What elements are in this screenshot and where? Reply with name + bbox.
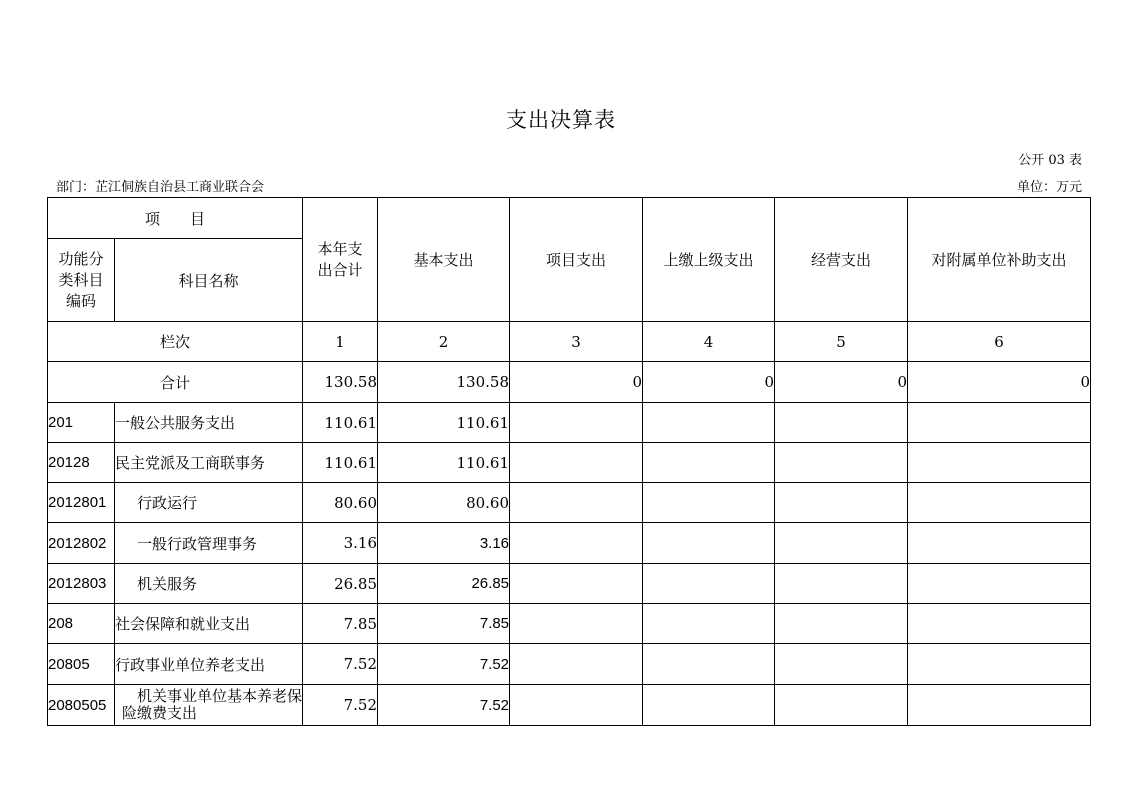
func-code-header (48, 239, 115, 322)
row-basic: 3.16 (378, 523, 510, 564)
col-index-3: 3 (510, 322, 643, 362)
row-name-text: 机关事业单位基本养老保险缴费支出 (122, 687, 303, 722)
row-total: 3.16 (303, 523, 378, 564)
row-business (775, 443, 908, 483)
row-project (510, 523, 643, 564)
row-code: 20805 (48, 644, 115, 685)
row-basic: 7.52 (378, 685, 510, 726)
basic-header: 基本支出 (378, 198, 510, 322)
total-header-text: 本年支出合计 (317, 239, 363, 279)
row-subsidy (908, 685, 1091, 726)
row-code: 2012801 (48, 483, 115, 523)
col-index-2: 2 (378, 322, 510, 362)
col-index-4: 4 (643, 322, 775, 362)
total-row-total: 130.58 (303, 362, 378, 403)
row-name: 行政运行 (115, 483, 303, 523)
row-project (510, 443, 643, 483)
col-index-label: 栏次 (48, 322, 303, 362)
row-total: 7.52 (303, 685, 378, 726)
row-business (775, 685, 908, 726)
total-row-project: 0 (510, 362, 643, 403)
row-basic: 26.85 (378, 564, 510, 604)
expenditure-table (47, 197, 1091, 726)
row-subsidy (908, 443, 1091, 483)
func-code-header-text: 功能分类科目编码 (58, 249, 104, 310)
row-total: 110.61 (303, 403, 378, 443)
row-basic: 7.85 (378, 604, 510, 644)
row-subsidy (908, 523, 1091, 564)
table-row (48, 685, 1091, 726)
row-basic: 7.52 (378, 644, 510, 685)
upper-header: 上缴上级支出 (643, 198, 775, 322)
row-total: 7.52 (303, 644, 378, 685)
row-total: 80.60 (303, 483, 378, 523)
row-upper (643, 403, 775, 443)
row-project (510, 644, 643, 685)
row-name: 一般公共服务支出 (115, 403, 303, 443)
row-subsidy (908, 604, 1091, 644)
row-upper (643, 483, 775, 523)
subsidy-header: 对附属单位补助支出 (908, 198, 1091, 322)
row-total: 26.85 (303, 564, 378, 604)
row-subsidy (908, 644, 1091, 685)
row-code: 20128 (48, 443, 115, 483)
row-business (775, 564, 908, 604)
row-code: 2080505 (48, 685, 115, 726)
item-header: 项 目 (48, 198, 303, 239)
row-name: 行政事业单位养老支出 (115, 644, 303, 685)
row-business (775, 403, 908, 443)
col-index-1: 1 (303, 322, 378, 362)
report-title: 支出决算表 (506, 108, 616, 132)
table-row (48, 644, 1091, 685)
row-name: 民主党派及工商联事务 (115, 443, 303, 483)
row-upper (643, 685, 775, 726)
row-upper (643, 644, 775, 685)
row-project (510, 604, 643, 644)
row-business (775, 523, 908, 564)
table-row (48, 483, 1091, 523)
row-code: 208 (48, 604, 115, 644)
row-business (775, 644, 908, 685)
row-code: 2012802 (48, 523, 115, 564)
row-project (510, 403, 643, 443)
row-upper (643, 564, 775, 604)
row-name: 机关服务 (115, 564, 303, 604)
row-basic: 110.61 (378, 403, 510, 443)
row-name: 一般行政管理事务 (115, 523, 303, 564)
total-row-subsidy: 0 (908, 362, 1091, 403)
row-business (775, 604, 908, 644)
total-header (303, 198, 378, 322)
table-row (48, 443, 1091, 483)
row-upper (643, 523, 775, 564)
row-name: 社会保障和就业支出 (115, 604, 303, 644)
row-subsidy (908, 483, 1091, 523)
row-total: 110.61 (303, 443, 378, 483)
total-row-upper: 0 (643, 362, 775, 403)
row-project (510, 685, 643, 726)
row-basic: 110.61 (378, 443, 510, 483)
row-upper (643, 443, 775, 483)
form-number: 公开 03 表 (1018, 153, 1082, 168)
total-row-business: 0 (775, 362, 908, 403)
row-basic: 80.60 (378, 483, 510, 523)
business-header: 经营支出 (775, 198, 908, 322)
row-subsidy (908, 403, 1091, 443)
row-code: 2012803 (48, 564, 115, 604)
row-name (115, 685, 303, 726)
col-index-5: 5 (775, 322, 908, 362)
table-row (48, 403, 1091, 443)
unit-label: 单位：万元 (1016, 180, 1082, 195)
total-row-basic: 130.58 (378, 362, 510, 403)
subject-name-header: 科目名称 (115, 239, 303, 322)
row-total: 7.85 (303, 604, 378, 644)
col-index-6: 6 (908, 322, 1091, 362)
row-business (775, 483, 908, 523)
table-row (48, 564, 1091, 604)
project-header: 项目支出 (510, 198, 643, 322)
row-project (510, 483, 643, 523)
row-project (510, 564, 643, 604)
row-upper (643, 604, 775, 644)
table-row (48, 604, 1091, 644)
department-label: 部门：芷江侗族自治县工商业联合会 (56, 180, 265, 195)
total-row-label: 合计 (48, 362, 303, 403)
row-code: 201 (48, 403, 115, 443)
row-subsidy (908, 564, 1091, 604)
table-row (48, 523, 1091, 564)
